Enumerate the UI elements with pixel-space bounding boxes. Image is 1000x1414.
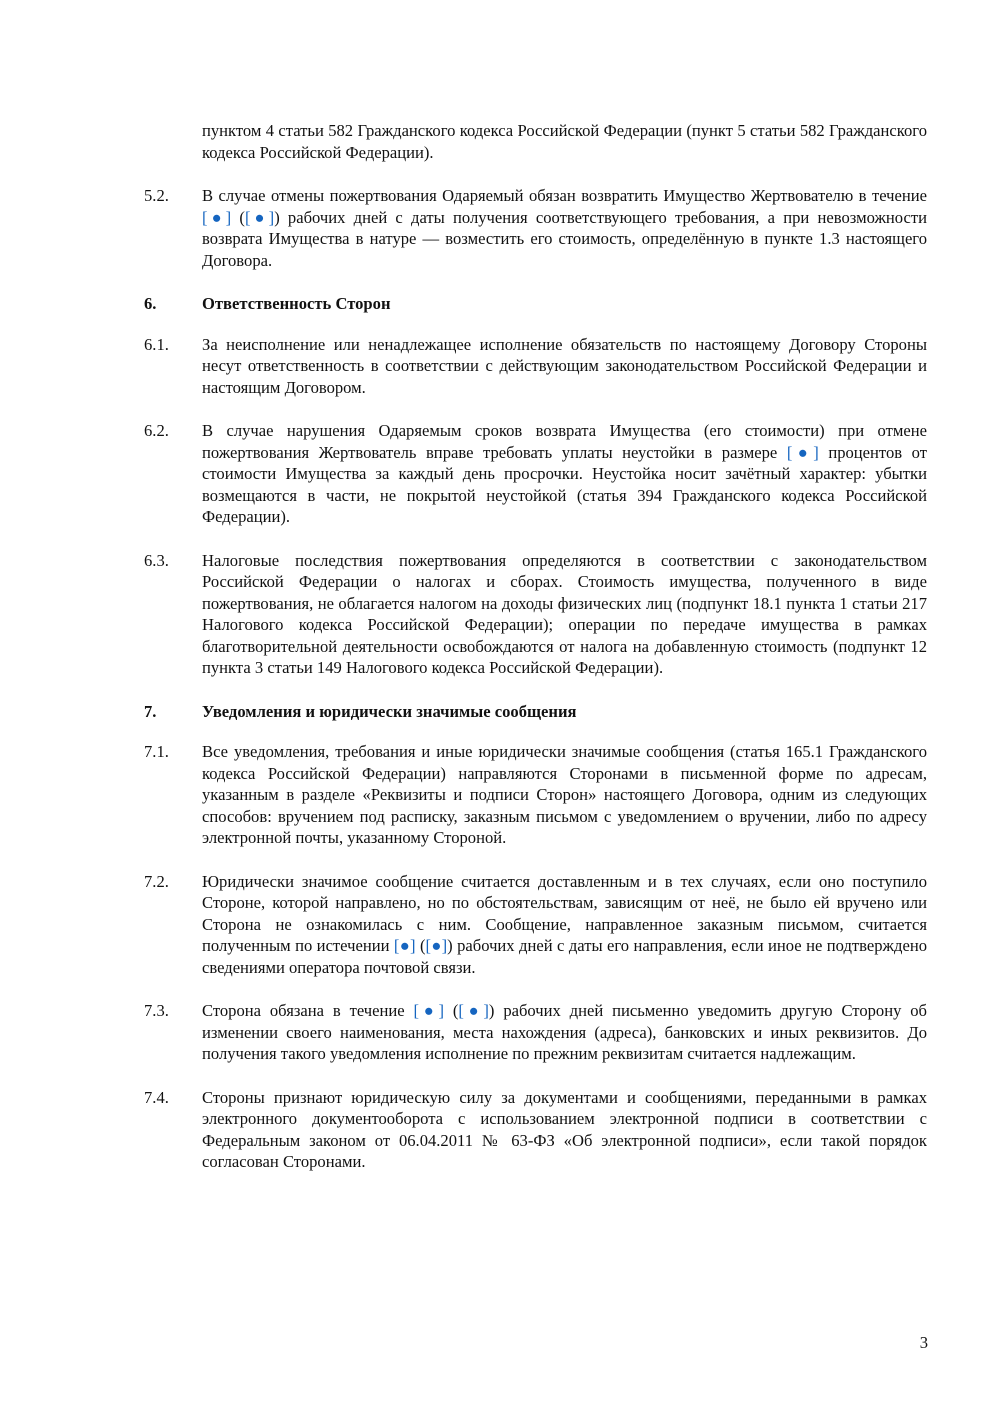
placeholder-marker: [●] — [393, 936, 416, 955]
clause-text: Юридически значимое сообщение считается доставленным и в тех случаях, если оно поступило Стороне, которой направлено, но по обстоятельствам, зависящим от неё, не было ей вручено или Сторона не ознакомилась с ним. Сообщение, направленное заказным письмом, считается полученным по истечении [●] ([●]) рабочих дней с даты его направления, если иное не подтверждено сведениями оператора почтовой связи. — [202, 871, 927, 977]
placeholder-marker: [●] — [202, 207, 232, 227]
section-title: Уведомления и юридически значимые сообщения — [202, 701, 577, 721]
clause-7-2 — [144, 871, 927, 979]
clause-7-1 — [144, 741, 927, 849]
clause-number: 5.2. — [144, 186, 169, 205]
clause-number: 6.3. — [144, 550, 169, 570]
section-number: 7. — [144, 701, 157, 721]
placeholder-marker: [●] — [413, 1001, 444, 1020]
clause-number: 7.1. — [144, 742, 169, 761]
clause-text: В случае нарушения Одаряемым сроков возврата Имущества (его стоимости) при отмене пожертвования Жертвователь вправе требовать уплаты неустойки в размере [●] процентов от стоимости Имущества за каждый день просрочки. Неустойка носит зачётный характер: убытки возмещаются в части, не покрытой неустойкой (статья 394 Гражданского кодекса Российской Федерации). — [202, 421, 927, 526]
clause-text: В случае отмены пожертвования Одаряемый обязан возвратить Имущество Жертвователю в течение [●] ([●]) рабочих дней с даты получения соответствующего требования, а при невозможности возврата Имущества в натуре — возместить его стоимость, определённую в пункте 1.3 настоящего Договора. — [202, 186, 928, 270]
clause-number: 7.3. — [144, 1001, 169, 1020]
clause-5-2 — [144, 185, 927, 271]
clause-7-4 — [144, 1087, 927, 1173]
section-heading-6 — [144, 293, 927, 315]
clause-text: Стороны признают юридическую силу за документами и сообщениями, переданными в рамках электронного документооборота с использованием электронной подписи в соответствии с Федеральным законом от 06.04.2011 № 63-ФЗ «Об электронной подписи», если такой порядок согласован Сторонами. — [202, 1087, 927, 1171]
section-number: 6. — [144, 294, 157, 313]
section-title: Ответственность Сторон — [202, 294, 391, 313]
clause-text: Сторона обязана в течение [●] ([●]) рабочих дней письменно уведомить другую Сторону об изменении своего наименования, места нахождения (адреса), банковских и иных реквизитов. До получения такого уведомления исполнение по прежним реквизитам считается надлежащим. — [202, 1001, 927, 1063]
clause-number: 7.4. — [144, 1087, 169, 1107]
document-body — [144, 120, 927, 1173]
page-number: 3 — [919, 1333, 928, 1352]
clause-text: пунктом 4 статьи 582 Гражданского кодекса Российской Федерации (пункт 5 статьи 582 Гражданского кодекса Российской Федерации). — [202, 121, 927, 162]
section-heading-7 — [144, 701, 927, 723]
placeholder-marker: [●] — [458, 1001, 489, 1020]
clause-text: Налоговые последствия пожертвования определяются в соответствии с законодательством Российской Федерации о налогах и сборах. Стоимость имущества, полученного в виде пожертвования, не облагается налогом на доходы физических лиц (подпункт 18.1 пункта 1 статьи 217 Налогового кодекса Российской Федерации); операции по передаче имущества в рамках благотворительной деятельности освобождаются от налога на добавленную стоимость (подпункт 12 пункта 3 статьи 149 Налогового кодекса Российской Федерации). — [202, 550, 927, 677]
clause-continuation — [144, 120, 927, 163]
clause-text: Все уведомления, требования и иные юридически значимые сообщения (статья 165.1 Гражданского кодекса Российской Федерации) направляются Сторонами в письменной форме по адресам, указанным в разделе «Реквизиты и подписи Сторон» настоящего Договора, одним из следующих способов: вручением под расписку, заказным письмом с уведомлением о вручении, либо по адресу электронной почты, указанному Стороной. — [202, 742, 927, 847]
placeholder-marker: [●] — [244, 207, 275, 227]
clause-text: За неисполнение или ненадлежащее исполнение обязательств по настоящему Договору Стороны несут ответственность в соответствии с действующим законодательством Российской Федерации и настоящим Договором. — [202, 334, 927, 397]
clause-6-3 — [144, 550, 927, 679]
clause-number: 6.2. — [144, 421, 169, 440]
clause-6-1 — [144, 334, 927, 399]
placeholder-marker: [●] — [786, 442, 819, 462]
clause-6-2 — [144, 420, 927, 528]
placeholder-marker: [●] — [425, 936, 448, 955]
clause-7-3 — [144, 1000, 927, 1065]
clause-number: 6.1. — [144, 334, 169, 354]
clause-number: 7.2. — [144, 871, 169, 891]
